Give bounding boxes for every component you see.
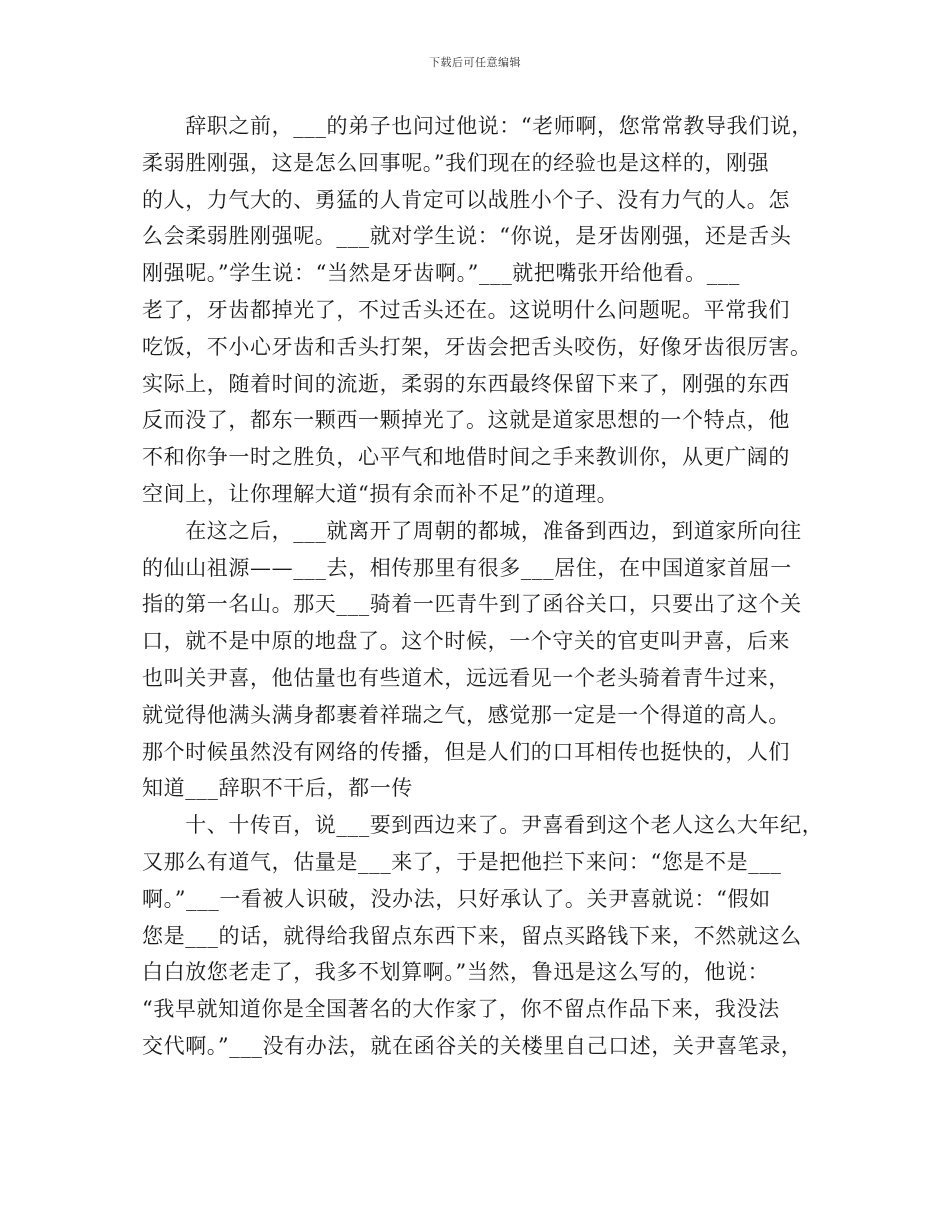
paragraph-1 xyxy=(142,108,822,513)
text-line: 交代啊。”___没有办法，就在函谷关的关楼里自己口述，关尹喜笔录， xyxy=(142,1033,803,1058)
text-line: 也叫关尹喜，他估量也有些道术，远远看见一个老头骑着青牛过来， xyxy=(142,665,790,690)
text-line: 在这之后，___就离开了周朝的都城，准备到西边，到道家所向往 xyxy=(142,518,802,543)
text-line: 么会柔弱胜刚强呢。___就对学生说：“你说，是牙齿刚强，还是舌头 xyxy=(142,224,792,249)
text-line: 柔弱胜刚强，这是怎么回事呢。”我们现在的经验也是这样的，刚强 xyxy=(142,150,770,175)
text-line: 又那么有道气，估量是___来了，于是把他拦下来问：“您是不是___ xyxy=(142,849,782,874)
text-line: 实际上，随着时间的流逝，柔弱的东西最终保留下来了，刚强的东西 xyxy=(142,371,790,396)
text-line: 辞职之前，___的弟子也问过他说：“老师啊，您常常教导我们说， xyxy=(142,114,814,138)
text-line: 吃饭，不小心牙齿和舌头打架，牙齿会把舌头咬伤，好像牙齿很厉害。 xyxy=(142,334,812,359)
text-line: 空间上，让你理解大道“损有余而补不足”的道理。 xyxy=(142,481,619,506)
text-line: 就觉得他满头满身都裹着祥瑞之气，感觉那一定是一个得道的高人。 xyxy=(142,702,790,727)
text-line: 知道___辞职不干后，都一传 xyxy=(142,776,413,801)
text-line: “我早就知道你是全国著名的大作家了，你不留点作品下来，我没法 xyxy=(142,997,780,1022)
text-line: 您是___的话，就得给我留点东西下来，留点买路钱下来，不然就这么 xyxy=(142,923,802,948)
text-line: 老了，牙齿都掉光了，不过舌头还在。这说明什么问题呢。平常我们 xyxy=(142,297,790,322)
article-body xyxy=(142,108,822,1065)
text-line: 刚强呢。”学生说：“当然是牙齿啊。”___就把嘴张开给他看。___ xyxy=(142,261,741,286)
text-line: 白白放您老走了，我多不划算啊。”当然，鲁迅是这么写的，他说： xyxy=(142,960,770,985)
text-line: 啊。”___一看被人识破，没办法，只好承认了。关尹喜就说：“假如 xyxy=(142,886,771,911)
text-line: 十、十传百，说___要到西边来了。尹喜看到这个老人这么大年纪， xyxy=(142,813,824,838)
paragraph-3 xyxy=(142,807,822,1065)
text-line: 的仙山祖源——___去，相传那里有很多___居住，在中国道家首屈一 xyxy=(142,555,792,580)
text-line: 那个时候虽然没有网络的传播，但是人们的口耳相传也挺快的，人们 xyxy=(142,739,790,764)
text-line: 的人，力气大的、勇猛的人肯定可以战胜小个子、没有力气的人。怎 xyxy=(142,187,790,212)
text-line: 口，就不是中原的地盘了。这个时候，一个守关的官吏叫尹喜，后来 xyxy=(142,629,790,654)
page-header: 下载后可任意编辑 xyxy=(429,56,521,69)
text-line: 反而没了，都东一颗西一颗掉光了。这就是道家思想的一个特点，他 xyxy=(142,408,790,433)
text-line: 不和你争一时之胜负，心平气和地借时间之手来教训你，从更广阔的 xyxy=(142,445,790,470)
paragraph-2 xyxy=(142,513,822,807)
text-line: 指的第一名山。那天___骑着一匹青牛到了函谷关口，只要出了这个关 xyxy=(142,592,802,617)
